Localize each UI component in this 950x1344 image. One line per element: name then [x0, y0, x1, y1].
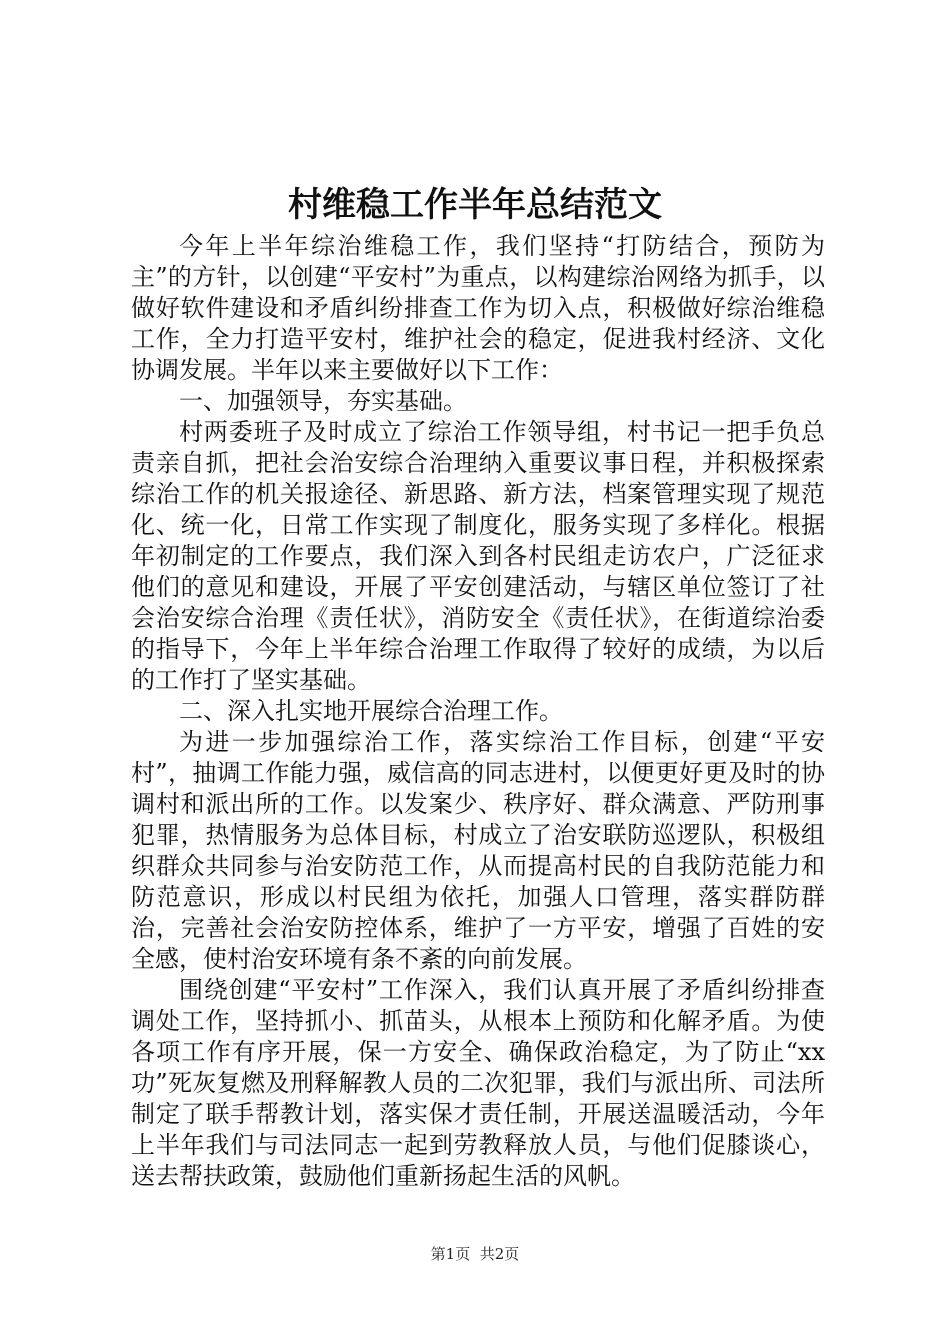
- paragraph-section-2a: 为进一步加强综治工作，落实综治工作目标，创建“平安村”，抽调工作能力强，威信高的同志进村，以便更好更及时的协调村和派出所的工作。以发案少、秩序好、群众满意、严防刑事犯罪，热情服务为总体目标，村成立了治安联防巡逻队，积极组织群众共同参与治安防范工作，从而提高村民的自我防范能力和防范意识，形成以村民组为依托，加强人口管理，落实群防群治，完善社会治安防控体系，维护了一方平安，增强了百姓的安全感，使村治安环境有条不紊的向前发展。: [131, 728, 825, 973]
- section-heading-2: 二、深入扎实地开展综合治理工作。: [179, 697, 563, 725]
- document-body: [131, 231, 825, 1192]
- footer-spacer: [470, 1245, 480, 1263]
- paragraph-intro: 今年上半年综治维稳工作，我们坚持“打防结合，预防为主”的方针，以创建“平安村”为重点，以构建综治网络为抓手，以做好软件建设和矛盾纠纷排查工作为切入点，积极做好综治维稳工作，全力打造平安村，维护社会的稳定，促进我村经济、文化协调发展。半年以来主要做好以下工作：: [131, 232, 825, 384]
- page-number: 第1页: [430, 1245, 471, 1263]
- page-footer: [0, 1242, 950, 1266]
- document-title: 村维稳工作半年总结范文: [288, 185, 662, 225]
- page-total: 共2页: [479, 1245, 520, 1263]
- paragraph-section-2b: 围绕创建“平安村”工作深入，我们认真开展了矛盾纠纷排查调处工作，坚持抓小、抓苗头，从根本上预防和化解矛盾。为使各项工作有序开展，保一方安全、确保政治稳定，为了防止“xx功”死灰复燃及刑释解教人员的二次犯罪，我们与派出所、司法所制定了联手帮教计划，落实保才责任制，开展送温暖活动，今年上半年我们与司法同志一起到劳教释放人员，与他们促膝谈心，送去帮扶政策，鼓励他们重新扬起生活的风帆。: [131, 976, 825, 1190]
- paragraph-section-1: 村两委班子及时成立了综治工作领导组，村书记一把手负总责亲自抓，把社会治安综合治理纳入重要议事日程，并积极探索综治工作的机关报途径、新思路、新方法，档案管理实现了规范化、统一化，日常工作实现了制度化，服务实现了多样化。根据年初制定的工作要点，我们深入到各村民组走访农户，广泛征求他们的意见和建设，开展了平安创建活动，与辖区单位签订了社会治安综合治理《责任状》，消防安全《责任状》，在街道综治委的指导下，今年上半年综合治理工作取得了较好的成绩，为以后的工作打了坚实基础。: [131, 418, 825, 694]
- section-heading-1: 一、加强领导，夯实基础。: [179, 387, 467, 415]
